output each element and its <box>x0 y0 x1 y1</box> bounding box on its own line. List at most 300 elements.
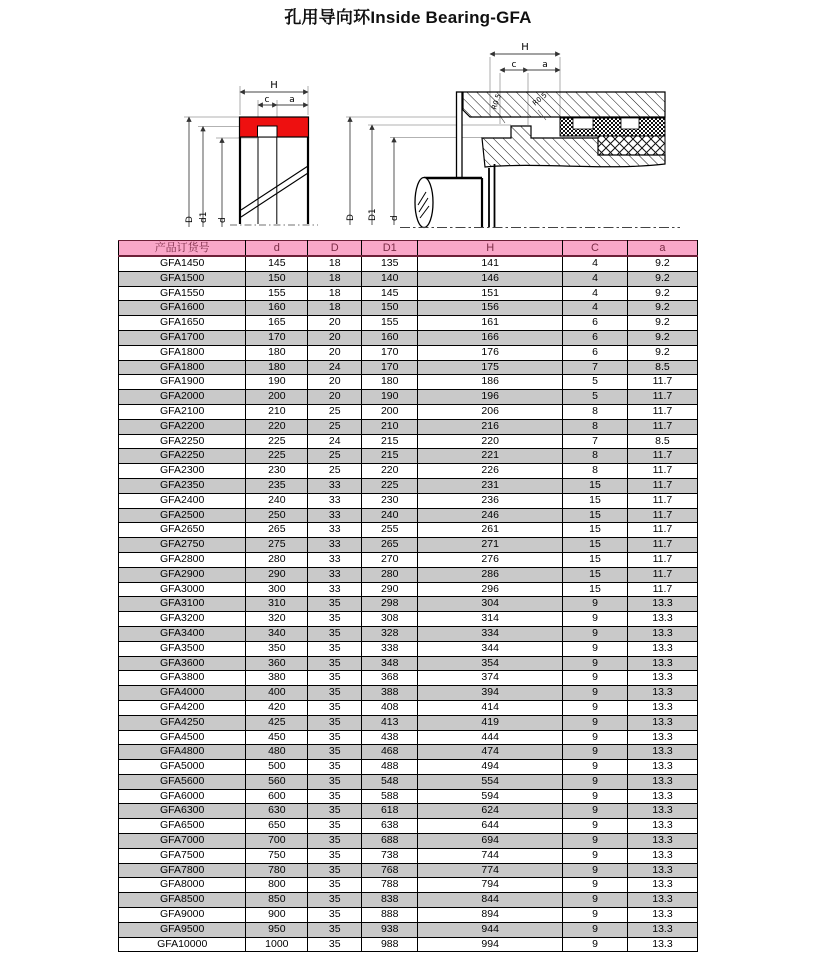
cell-value: 160 <box>362 330 418 345</box>
cell-value: 560 <box>246 774 308 789</box>
cell-value: 8 <box>563 449 628 464</box>
split-cut-line <box>241 166 308 210</box>
cell-value: 744 <box>418 848 563 863</box>
cell-value: 33 <box>308 582 362 597</box>
cell-value: 694 <box>418 834 563 849</box>
cell-part-number: GFA2900 <box>119 567 246 582</box>
cell-value: 13.3 <box>627 686 697 701</box>
cell-part-number: GFA2300 <box>119 464 246 479</box>
cell-value: 35 <box>308 656 362 671</box>
cell-value: 13.3 <box>627 760 697 775</box>
cell-value: 9 <box>563 834 628 849</box>
cell-value: 780 <box>246 863 308 878</box>
cell-part-number: GFA1800 <box>119 345 246 360</box>
cell-part-number: GFA2250 <box>119 434 246 449</box>
cell-value: 344 <box>418 641 563 656</box>
cell-part-number: GFA8500 <box>119 893 246 908</box>
cell-value: 1000 <box>246 937 308 952</box>
cell-value: 160 <box>246 301 308 316</box>
cell-value: 300 <box>246 582 308 597</box>
cell-value: 35 <box>308 789 362 804</box>
cell-value: 35 <box>308 863 362 878</box>
cell-value: 9 <box>563 863 628 878</box>
table-row <box>119 523 698 538</box>
cell-value: 950 <box>246 922 308 937</box>
cell-value: 145 <box>362 286 418 301</box>
cell-value: 33 <box>308 552 362 567</box>
table-row <box>119 863 698 878</box>
cell-value: 13.3 <box>627 863 697 878</box>
cell-value: 6 <box>563 316 628 331</box>
cell-value: 9 <box>563 760 628 775</box>
cell-value: 156 <box>418 301 563 316</box>
cell-value: 9.2 <box>627 286 697 301</box>
column-header: H <box>418 241 563 257</box>
cell-value: 141 <box>418 256 563 271</box>
cell-value: 206 <box>418 404 563 419</box>
cell-value: 11.7 <box>627 404 697 419</box>
cell-value: 11.7 <box>627 582 697 597</box>
cell-value: 215 <box>362 449 418 464</box>
cell-part-number: GFA2400 <box>119 493 246 508</box>
cell-value: 13.3 <box>627 848 697 863</box>
cell-value: 20 <box>308 390 362 405</box>
cell-value: 35 <box>308 730 362 745</box>
cell-value: 235 <box>246 478 308 493</box>
cell-value: 275 <box>246 538 308 553</box>
cell-value: 413 <box>362 715 418 730</box>
cell-value: 768 <box>362 863 418 878</box>
table-row <box>119 390 698 405</box>
cell-part-number: GFA1900 <box>119 375 246 390</box>
cell-value: 265 <box>362 538 418 553</box>
cell-value: 9 <box>563 641 628 656</box>
backup-ring <box>598 136 665 155</box>
cell-value: 638 <box>362 819 418 834</box>
cell-value: 231 <box>418 478 563 493</box>
cell-part-number: GFA9000 <box>119 908 246 923</box>
cell-value: 286 <box>418 567 563 582</box>
cell-value: 320 <box>246 612 308 627</box>
cell-value: 18 <box>308 271 362 286</box>
column-header: C <box>563 241 628 257</box>
cell-value: 146 <box>418 271 563 286</box>
cell-value: 850 <box>246 893 308 908</box>
table-row <box>119 316 698 331</box>
cell-value: 11.7 <box>627 464 697 479</box>
cell-part-number: GFA4500 <box>119 730 246 745</box>
cell-part-number: GFA1600 <box>119 301 246 316</box>
table-row <box>119 582 698 597</box>
cell-value: 15 <box>563 538 628 553</box>
cell-part-number: GFA7500 <box>119 848 246 863</box>
table-row <box>119 552 698 567</box>
cell-value: 688 <box>362 834 418 849</box>
cell-value: 4 <box>563 271 628 286</box>
cell-value: 308 <box>362 612 418 627</box>
table-row <box>119 656 698 671</box>
cell-value: 5 <box>563 390 628 405</box>
cell-value: 9 <box>563 612 628 627</box>
cell-value: 15 <box>563 523 628 538</box>
cell-value: 225 <box>362 478 418 493</box>
cell-part-number: GFA2350 <box>119 478 246 493</box>
cell-value: 304 <box>418 597 563 612</box>
radius-label: R0.5 <box>531 91 549 108</box>
cell-value: 400 <box>246 686 308 701</box>
table-row <box>119 848 698 863</box>
cell-value: 444 <box>418 730 563 745</box>
assembly-section-drawing <box>345 40 715 235</box>
table-row <box>119 686 698 701</box>
cell-value: 276 <box>418 552 563 567</box>
cell-value: 394 <box>418 686 563 701</box>
cell-value: 176 <box>418 345 563 360</box>
cell-value: 35 <box>308 641 362 656</box>
cell-value: 33 <box>308 538 362 553</box>
cell-value: 11.7 <box>627 523 697 538</box>
cell-value: 220 <box>246 419 308 434</box>
cell-value: 994 <box>418 937 563 952</box>
cell-value: 13.3 <box>627 730 697 745</box>
cell-part-number: GFA2800 <box>119 552 246 567</box>
cell-value: 20 <box>308 316 362 331</box>
cell-value: 368 <box>362 671 418 686</box>
cell-value: 13.3 <box>627 715 697 730</box>
cell-value: 33 <box>308 493 362 508</box>
table-row <box>119 538 698 553</box>
cell-value: 35 <box>308 715 362 730</box>
cell-value: 18 <box>308 256 362 271</box>
cell-value: 8.5 <box>627 434 697 449</box>
cell-value: 9 <box>563 656 628 671</box>
cell-value: 5 <box>563 375 628 390</box>
cell-value: 314 <box>418 612 563 627</box>
cell-value: 150 <box>246 271 308 286</box>
header-row <box>119 241 698 257</box>
cell-part-number: GFA1700 <box>119 330 246 345</box>
cell-value: 230 <box>362 493 418 508</box>
dim-label-D: D <box>346 214 356 221</box>
cell-part-number: GFA9500 <box>119 922 246 937</box>
table-row <box>119 760 698 775</box>
cell-value: 554 <box>418 774 563 789</box>
cell-value: 265 <box>246 523 308 538</box>
cell-value: 624 <box>418 804 563 819</box>
cell-value: 310 <box>246 597 308 612</box>
table-row <box>119 478 698 493</box>
dim-label-D1: D1 <box>368 208 378 221</box>
cell-value: 11.7 <box>627 419 697 434</box>
cell-value: 240 <box>246 493 308 508</box>
cell-value: 33 <box>308 478 362 493</box>
cell-part-number: GFA4200 <box>119 700 246 715</box>
cell-value: 155 <box>362 316 418 331</box>
cell-value: 250 <box>246 508 308 523</box>
cell-part-number: GFA2250 <box>119 449 246 464</box>
table-row <box>119 908 698 923</box>
table-row <box>119 301 698 316</box>
cell-value: 13.3 <box>627 612 697 627</box>
cell-value: 15 <box>563 478 628 493</box>
cell-value: 296 <box>418 582 563 597</box>
table-row <box>119 612 698 627</box>
cell-value: 15 <box>563 493 628 508</box>
cell-value: 35 <box>308 819 362 834</box>
cell-value: 11.7 <box>627 508 697 523</box>
cell-value: 155 <box>246 286 308 301</box>
table-row <box>119 404 698 419</box>
table-row <box>119 464 698 479</box>
cell-value: 9 <box>563 597 628 612</box>
dim-label-h: H <box>270 80 278 91</box>
cell-value: 988 <box>362 937 418 952</box>
cell-value: 220 <box>362 464 418 479</box>
cell-value: 8 <box>563 419 628 434</box>
cell-value: 226 <box>418 464 563 479</box>
cell-value: 140 <box>362 271 418 286</box>
cell-part-number: GFA3200 <box>119 612 246 627</box>
table-row <box>119 893 698 908</box>
cell-value: 220 <box>418 434 563 449</box>
cell-value: 13.3 <box>627 922 697 937</box>
cell-value: 236 <box>418 493 563 508</box>
cell-value: 35 <box>308 597 362 612</box>
cell-part-number: GFA3100 <box>119 597 246 612</box>
table-row <box>119 434 698 449</box>
split-cut-line <box>241 173 308 217</box>
cell-value: 9 <box>563 671 628 686</box>
cell-value: 9.2 <box>627 256 697 271</box>
cell-value: 24 <box>308 434 362 449</box>
cell-value: 25 <box>308 404 362 419</box>
cell-value: 4 <box>563 256 628 271</box>
cell-part-number: GFA3500 <box>119 641 246 656</box>
cell-value: 7 <box>563 434 628 449</box>
cell-part-number: GFA7800 <box>119 863 246 878</box>
cell-value: 13.3 <box>627 789 697 804</box>
cell-value: 35 <box>308 760 362 775</box>
cell-part-number: GFA1500 <box>119 271 246 286</box>
page-title-zh: 孔用导向环 <box>284 8 371 27</box>
cell-value: 15 <box>563 508 628 523</box>
cell-value: 750 <box>246 848 308 863</box>
cell-value: 20 <box>308 330 362 345</box>
cell-value: 474 <box>418 745 563 760</box>
cell-value: 650 <box>246 819 308 834</box>
cell-value: 9 <box>563 730 628 745</box>
cell-value: 9 <box>563 878 628 893</box>
cell-value: 180 <box>246 345 308 360</box>
cell-value: 844 <box>418 893 563 908</box>
cell-part-number: GFA1800 <box>119 360 246 375</box>
table-row <box>119 271 698 286</box>
seal-notch <box>621 118 639 129</box>
table-row <box>119 493 698 508</box>
cell-value: 360 <box>246 656 308 671</box>
cell-value: 6 <box>563 330 628 345</box>
table-row <box>119 922 698 937</box>
cell-value: 13.3 <box>627 656 697 671</box>
cell-value: 738 <box>362 848 418 863</box>
cell-value: 450 <box>246 730 308 745</box>
cell-value: 420 <box>246 700 308 715</box>
cell-value: 9 <box>563 745 628 760</box>
cell-value: 13.3 <box>627 819 697 834</box>
cell-value: 644 <box>418 819 563 834</box>
cell-value: 25 <box>308 464 362 479</box>
cell-value: 215 <box>362 434 418 449</box>
cell-value: 494 <box>418 760 563 775</box>
cell-part-number: GFA2650 <box>119 523 246 538</box>
cell-value: 271 <box>418 538 563 553</box>
cell-value: 9 <box>563 789 628 804</box>
dim-label-a: a <box>289 95 295 105</box>
cell-value: 240 <box>362 508 418 523</box>
cell-value: 9 <box>563 700 628 715</box>
cell-part-number: GFA8000 <box>119 878 246 893</box>
cell-value: 25 <box>308 419 362 434</box>
cell-value: 11.7 <box>627 552 697 567</box>
table-row <box>119 819 698 834</box>
cell-value: 8.5 <box>627 360 697 375</box>
cell-part-number: GFA1650 <box>119 316 246 331</box>
cell-value: 33 <box>308 508 362 523</box>
cell-value: 500 <box>246 760 308 775</box>
table-row <box>119 286 698 301</box>
cell-part-number: GFA2200 <box>119 419 246 434</box>
cell-part-number: GFA1450 <box>119 256 246 271</box>
cell-value: 210 <box>246 404 308 419</box>
cell-value: 15 <box>563 582 628 597</box>
cell-value: 35 <box>308 774 362 789</box>
cell-value: 9 <box>563 715 628 730</box>
cell-value: 145 <box>246 256 308 271</box>
cell-value: 20 <box>308 375 362 390</box>
table-row <box>119 700 698 715</box>
cell-value: 938 <box>362 922 418 937</box>
cell-value: 9 <box>563 893 628 908</box>
cell-value: 290 <box>246 567 308 582</box>
dim-label-c: c <box>264 95 270 105</box>
cell-value: 35 <box>308 834 362 849</box>
cell-value: 170 <box>362 360 418 375</box>
cell-part-number: GFA3000 <box>119 582 246 597</box>
cell-value: 280 <box>362 567 418 582</box>
table-row <box>119 419 698 434</box>
cell-value: 151 <box>418 286 563 301</box>
ring-notch <box>258 126 278 137</box>
cell-value: 15 <box>563 567 628 582</box>
cell-part-number: GFA3800 <box>119 671 246 686</box>
cell-value: 180 <box>362 375 418 390</box>
cell-value: 35 <box>308 626 362 641</box>
cell-value: 13.3 <box>627 937 697 952</box>
cell-value: 588 <box>362 789 418 804</box>
cell-value: 13.3 <box>627 893 697 908</box>
table-row <box>119 715 698 730</box>
radius-label: R0.5 <box>490 92 503 111</box>
cell-value: 13.3 <box>627 834 697 849</box>
cell-value: 9 <box>563 686 628 701</box>
dim-label-d: d <box>218 217 228 223</box>
table-row <box>119 626 698 641</box>
cell-value: 388 <box>362 686 418 701</box>
cell-part-number: GFA2100 <box>119 404 246 419</box>
cell-value: 9 <box>563 922 628 937</box>
dim-label-c: c <box>511 60 517 70</box>
cell-value: 630 <box>246 804 308 819</box>
cell-value: 13.3 <box>627 878 697 893</box>
cell-value: 888 <box>362 908 418 923</box>
cell-value: 298 <box>362 597 418 612</box>
cell-value: 270 <box>362 552 418 567</box>
cell-value: 170 <box>362 345 418 360</box>
cell-value: 838 <box>362 893 418 908</box>
cell-value: 380 <box>246 671 308 686</box>
cell-value: 230 <box>246 464 308 479</box>
cell-value: 700 <box>246 834 308 849</box>
cell-value: 548 <box>362 774 418 789</box>
cell-part-number: GFA4800 <box>119 745 246 760</box>
cell-value: 350 <box>246 641 308 656</box>
cell-value: 280 <box>246 552 308 567</box>
cell-value: 618 <box>362 804 418 819</box>
table-row <box>119 804 698 819</box>
cell-value: 13.3 <box>627 641 697 656</box>
cell-part-number: GFA2000 <box>119 390 246 405</box>
cell-value: 11.7 <box>627 375 697 390</box>
column-header: D <box>308 241 362 257</box>
cell-value: 15 <box>563 552 628 567</box>
cell-value: 35 <box>308 893 362 908</box>
cell-value: 9 <box>563 848 628 863</box>
cell-value: 788 <box>362 878 418 893</box>
cell-value: 13.3 <box>627 700 697 715</box>
cell-value: 190 <box>362 390 418 405</box>
cell-value: 594 <box>418 789 563 804</box>
table-row <box>119 345 698 360</box>
cell-value: 186 <box>418 375 563 390</box>
table-row <box>119 937 698 952</box>
cell-value: 35 <box>308 922 362 937</box>
table-row <box>119 745 698 760</box>
cell-value: 900 <box>246 908 308 923</box>
cell-value: 11.7 <box>627 390 697 405</box>
cell-value: 210 <box>362 419 418 434</box>
cell-part-number: GFA10000 <box>119 937 246 952</box>
cell-value: 196 <box>418 390 563 405</box>
cell-value: 13.3 <box>627 774 697 789</box>
cell-value: 200 <box>246 390 308 405</box>
table-row <box>119 567 698 582</box>
page-title <box>0 3 816 28</box>
cell-value: 328 <box>362 626 418 641</box>
cell-value: 225 <box>246 434 308 449</box>
cell-value: 175 <box>418 360 563 375</box>
cell-value: 20 <box>308 345 362 360</box>
cell-value: 794 <box>418 878 563 893</box>
cell-value: 13.3 <box>627 745 697 760</box>
cell-value: 11.7 <box>627 538 697 553</box>
table-row <box>119 834 698 849</box>
cell-value: 35 <box>308 700 362 715</box>
cell-value: 8 <box>563 464 628 479</box>
cell-value: 35 <box>308 745 362 760</box>
cell-value: 290 <box>362 582 418 597</box>
cell-value: 11.7 <box>627 478 697 493</box>
cell-value: 150 <box>362 301 418 316</box>
